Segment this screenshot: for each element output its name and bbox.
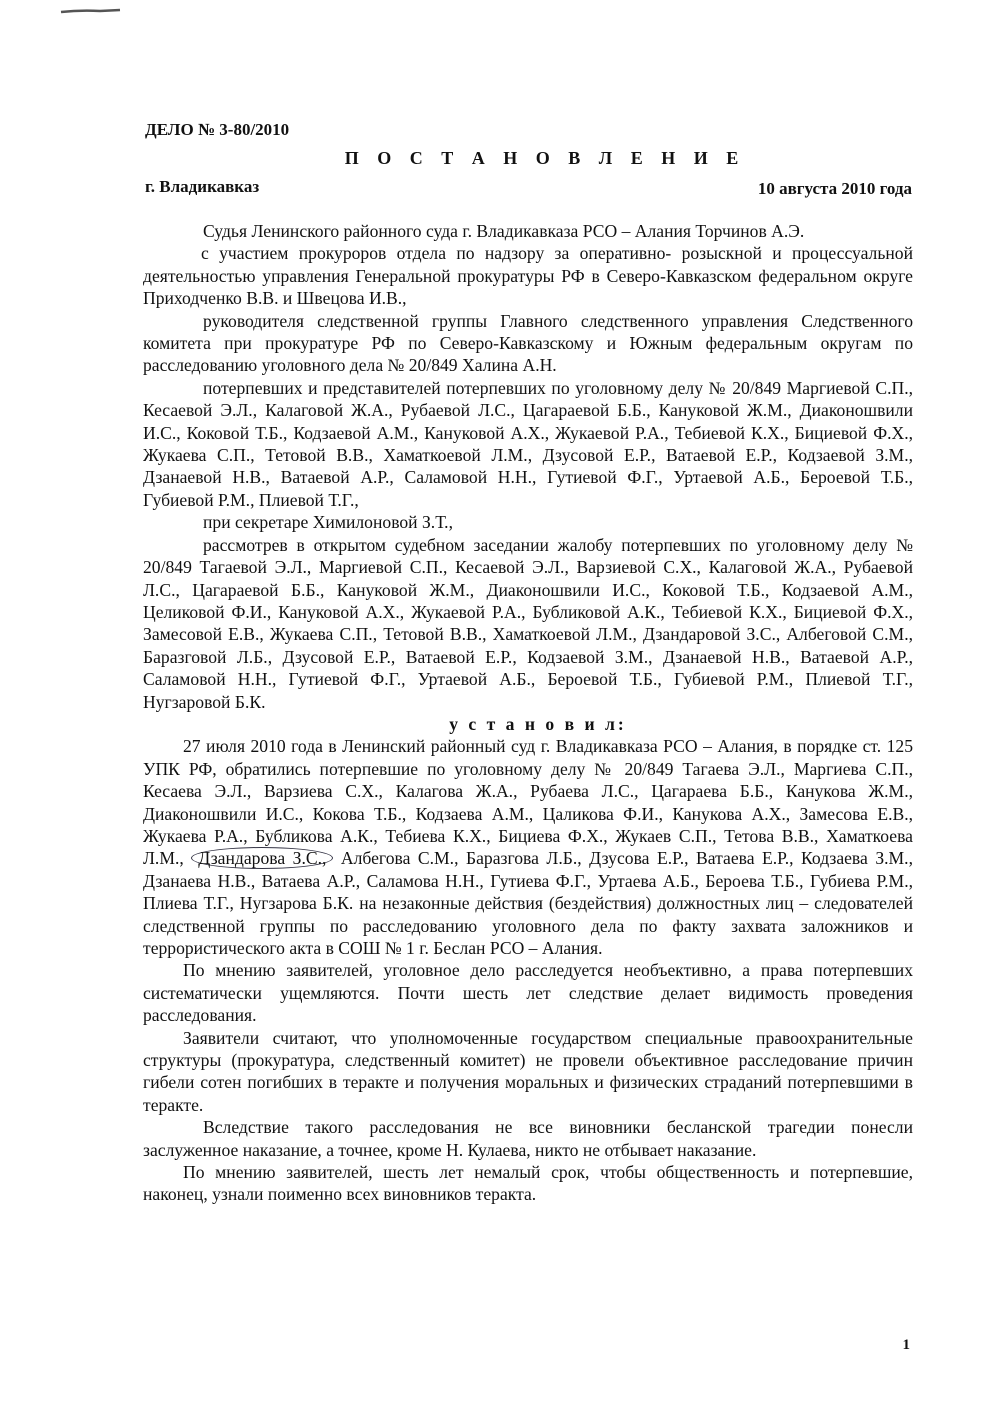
prosecutors-paragraph: с участием прокуроров отдела по надзору за оперативно- розыскной и процессуальной деятельностью управления Генеральной прокуратуры РФ в Северо-Кавказском федеральном округе Приходченко В.В. и Швецова И.В.,: [143, 243, 913, 309]
document-title: П О С Т А Н О В Л Е Н И Е: [344, 148, 746, 168]
findings-paragraph-1: [143, 735, 913, 959]
page-number: 1: [902, 1337, 910, 1353]
victims-paragraph: потерпевших и представителей потерпевших по уголовному делу № 20/849 Маргиевой С.П., Кесаевой Э.Л., Калаговой Ж.А., Рубаевой Л.С., Цагараевой Б.Б., Кануковой Ж.М., Диаконошвили И.С., Коковой Т.Б., Кодзаевой А.М., Кануковой А.Х., Жукаевой Р.А., Тебиевой К.Х., Бициевой Ф.Х., Жукаева С.П., Тетовой В.В., Хаматкоевой Л.М., Дзусовой Е.Р., Ватаевой Е.Р., Кодзаевой З.М., Дзанаевой Н.В., Ватаевой А.Р., Саламовой Н.Н., Гутиевой Ф.Г., Уртаевой А.Б., Бероевой Т.Б., Губиевой Р.М., Плиевой Т.Г.,: [143, 377, 913, 510]
findings-paragraph-2: По мнению заявителей, уголовное дело расследуется необъективно, а права потерпевших систематически ущемляются. Почти шесть лет следствие делает видимость проведения расследования.: [143, 960, 913, 1026]
judge-paragraph: Судья Ленинского районного суда г. Владикавказа РСО – Алания Торчинов А.Э.: [203, 221, 805, 241]
case-number: ДЕЛО № 3-80/2010: [145, 120, 290, 139]
considered-paragraph: рассмотрев в открытом судебном заседании жалобу потерпевших по уголовному делу № 20/849 Тагаевой Э.Л., Маргиевой С.П., Кесаевой Э.Л., Варзиевой С.Х., Калаговой Ж.А., Рубаевой Л.С., Цагараевой Б.Б., Кануковой Ж.М., Диаконошвили И.С., Коковой Т.Б., Кодзаевой А.М., Целиковой Ф.И., Кануковой А.Х., Жукаевой Р.А., Бубликовой А.К., Тебиевой К.Х., Бициевой Ф.Х., Замесовой Е.В., Жукаева С.П., Тетовой В.В., Хаматкоевой Л.М., Дзандаровой З.С., Албеговой С.М., Баразговой Л.Б., Дзусовой Е.Р., Ватаевой Е.Р., Кодзаевой З.М., Дзанаевой Н.В., Ватаевой А.Р., Саламовой Н.Н., Гутиевой Ф.Г., Уртаевой А.Б., Бероевой Т.Б., Губиевой Р.М., Плиевой Т.Г., Нугзаровой Б.К.: [143, 534, 913, 712]
secretary-paragraph: при секретаре Химилоновой З.Т.,: [203, 512, 453, 533]
findings-text-before: 27 июля 2010 года в Ленинский районный суд г. Владикавказа РСО – Алания, в порядке ст. 125 УПК РФ, обратились потерпевшие по уголовному делу № 20/849 Тагаева Э.Л., Маргиева С.П., Кесаева Э.Л., Варзиева С.Х., Калагова Ж.А., Рубаева Л.С., Цагараева Б.Б., Канукова Ж.М., Диаконошвили И.С., Кокова Т.Б., Кодзаева А.М., Цаликова Ф.И., Канукова А.Х., Замесова Е.В., Жукаева Р.А., Бубликова А.К., Тебиева К.Х., Бициева Ф.Х., Жукаев С.П., Тетова В.В., Хаматкоева Л.М.,: [143, 736, 913, 869]
circled-name: Дзандарова З.С.,: [191, 847, 333, 869]
investigator-paragraph: руководителя следственной группы Главного следственного управления Следственного комитета при прокуратуре РФ по Северо-Кавказскому и Южным федеральным округам по расследованию уголовного дела № 20/849 Халина А.Н.: [143, 310, 913, 376]
findings-text-after: Албегова С.М., Баразгова Л.Б., Дзусова Е.Р., Ватаева Е.Р., Кодзаева З.М., Дзанаева Н.В., Ватаева А.Р., Саламова Н.Н., Гутиева Ф.Г., Уртаева А.Б., Бероева Т.Б., Губиева Р.М., Плиева Т.Г., Нугзарова Б.К. на незаконные действия (бездействия) должностных лиц – следователей следственной группы по расследованию уголовного дела по факту захвата заложников и террористического акта в СОШ № 1 г. Беслан РСО – Алания.: [143, 848, 913, 958]
findings-paragraph-3: Заявители считают, что уполномоченные государством специальные правоохранительные структуры (прокуратура, следственный комитет) не провели объективное расследование причин гибели сотен погибших в теракте и получения моральных и физических страданий потерпевшими в теракте.: [143, 1027, 913, 1115]
document-date: 10 августа 2010 года: [757, 179, 912, 198]
findings-paragraph-4: Вследствие такого расследования не все виновники бесланской трагедии понесли заслуженное наказание, а точнее, кроме Н. Кулаева, никто не отбывает наказание.: [143, 1117, 913, 1160]
city-label: г. Владикавказ: [145, 177, 260, 196]
established-heading: у с т а н о в и л:: [449, 713, 627, 734]
findings-paragraph-5: По мнению заявителей, шесть лет немалый срок, чтобы общественность и потерпевшие, наконец, узнали поименно всех виновников теракта.: [143, 1162, 913, 1205]
document-body: [143, 220, 913, 1206]
scan-mark-decoration: [60, 8, 122, 14]
